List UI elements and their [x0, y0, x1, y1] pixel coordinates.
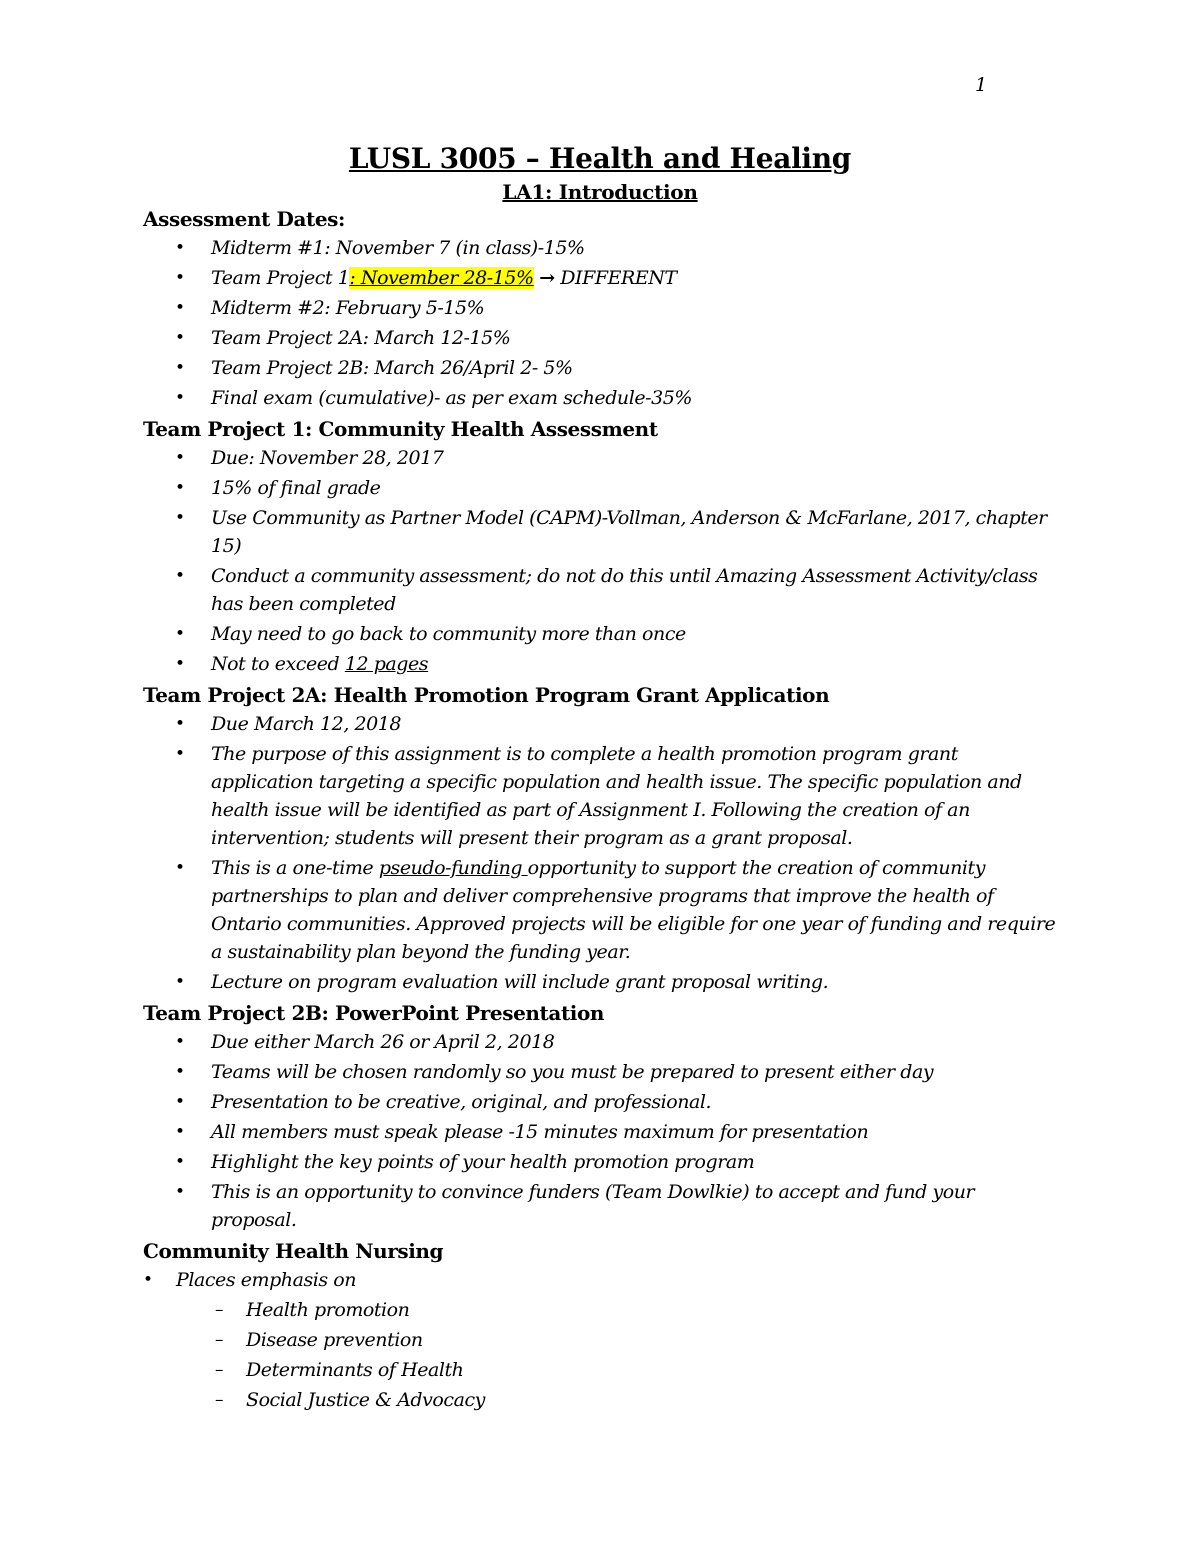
item-text: Midterm #2: February 5-15%: [211, 297, 485, 319]
item-text: opportunity to support the creation of community partnerships to plan and deliver comprehensive programs that improve the health of Ontario communities. Approved projects will be eligible for one year of funding and require a sustainability plan beyond the funding year.: [211, 857, 1056, 963]
tp2a-list: [143, 710, 1063, 996]
sub-list-item: [143, 1326, 1063, 1354]
list-item: [143, 1178, 1063, 1234]
assessment-heading: Assessment Dates:: [143, 207, 346, 231]
item-text: Team Project 2A: March 12-15%: [211, 327, 511, 349]
bullet-icon: •: [175, 328, 185, 348]
list-item: [143, 504, 1063, 560]
document-body: [143, 204, 1063, 1416]
item-text: All members must speak please -15 minutes maximum for presentation: [211, 1121, 869, 1143]
chn-list: [143, 1266, 1063, 1414]
list-item: [143, 324, 1063, 352]
bullet-icon: •: [175, 714, 185, 734]
item-text: This is a one-time: [211, 857, 379, 879]
item-text: Team Project 2B: March 26/April 2- 5%: [211, 357, 573, 379]
item-text: Health promotion: [246, 1299, 410, 1321]
bullet-icon: •: [175, 1152, 185, 1172]
item-text: Not to exceed: [211, 653, 345, 675]
bullet-icon: •: [175, 298, 185, 318]
list-item: [143, 1148, 1063, 1176]
page-number: 1: [975, 74, 988, 96]
right-arrow-icon: →: [539, 267, 555, 289]
sub-list-item: [143, 1296, 1063, 1324]
item-text: Social Justice & Advocacy: [246, 1389, 485, 1411]
bullet-icon: •: [175, 508, 185, 528]
item-text: May need to go back to community more than once: [211, 623, 686, 645]
document-title: LUSL 3005 – Health and Healing: [348, 142, 852, 175]
bullet-icon: •: [175, 1062, 185, 1082]
item-text: Due March 12, 2018: [211, 713, 402, 735]
bullet-icon: •: [175, 744, 185, 764]
list-item: [143, 354, 1063, 382]
list-item: [143, 384, 1063, 412]
item-text: Conduct a community assessment; do not do this until Amazing Assessment Activity/class has been completed: [211, 565, 1038, 615]
bullet-icon: •: [175, 566, 185, 586]
bullet-icon: •: [175, 478, 185, 498]
dash-icon: –: [215, 1360, 224, 1380]
pseudo-funding-term: pseudo-funding: [378, 857, 528, 879]
list-item: [143, 620, 1063, 648]
item-text: 15% of final grade: [211, 477, 381, 499]
tp1-suffix: DIFFERENT: [554, 267, 677, 289]
list-item: [143, 854, 1063, 966]
list-item: [143, 1088, 1063, 1116]
document-subtitle: LA1: Introduction: [502, 180, 698, 204]
tp2b-list: [143, 1028, 1063, 1234]
item-text: Due either March 26 or April 2, 2018: [211, 1031, 555, 1053]
dash-icon: –: [215, 1330, 224, 1350]
item-text: Midterm #1: November 7 (in class)-15%: [211, 237, 585, 259]
list-item: [143, 562, 1063, 618]
item-text: Places emphasis on: [176, 1269, 357, 1291]
assessment-list: [143, 234, 1063, 412]
bullet-icon: •: [175, 858, 185, 878]
item-text: This is an opportunity to convince funders (Team Dowlkie) to accept and fund your proposal.: [211, 1181, 975, 1231]
item-text: Determinants of Health: [246, 1359, 464, 1381]
sub-list-item: [143, 1356, 1063, 1384]
dash-icon: –: [215, 1390, 224, 1410]
tp2a-heading: Team Project 2A: Health Promotion Program Grant Application: [143, 683, 830, 707]
tp1-prefix: Team Project 1: [211, 267, 350, 289]
list-item: [143, 1118, 1063, 1146]
tp2b-heading: Team Project 2B: PowerPoint Presentation: [143, 1001, 605, 1025]
tp1-list: [143, 444, 1063, 678]
list-item: [143, 444, 1063, 472]
list-item: [143, 740, 1063, 852]
bullet-icon: •: [175, 1122, 185, 1142]
item-text: Due: November 28, 2017: [211, 447, 444, 469]
bullet-icon: •: [175, 358, 185, 378]
item-text: Teams will be chosen randomly so you must be prepared to present either day: [211, 1061, 934, 1083]
item-text: Highlight the key points of your health promotion program: [211, 1151, 755, 1173]
list-item: [143, 1058, 1063, 1086]
tp1-heading: Team Project 1: Community Health Assessment: [143, 417, 658, 441]
list-item: [143, 650, 1063, 678]
list-item: [143, 234, 1063, 262]
bullet-icon: •: [175, 1032, 185, 1052]
bullet-icon: •: [175, 448, 185, 468]
bullet-icon: •: [143, 1270, 153, 1290]
bullet-icon: •: [175, 238, 185, 258]
list-item: [143, 294, 1063, 322]
page-limit: 12 pages: [344, 653, 429, 675]
bullet-icon: •: [175, 972, 185, 992]
sub-list-item: [143, 1386, 1063, 1414]
bullet-icon: •: [175, 388, 185, 408]
bullet-icon: •: [175, 268, 185, 288]
item-text: Use Community as Partner Model (CAPM)-Vollman, Anderson & McFarlane, 2017, chapter 15): [211, 507, 1047, 557]
item-text: The purpose of this assignment is to complete a health promotion program grant application targeting a specific population and health issue. The specific population and health issue will be identified as part of Assignment I. Following the creation of an intervention; students will present their program as a grant proposal.: [211, 743, 1022, 849]
item-text: Final exam (cumulative)- as per exam schedule-35%: [211, 387, 692, 409]
item-text: Presentation to be creative, original, and professional.: [211, 1091, 712, 1113]
item-text: Disease prevention: [246, 1329, 423, 1351]
list-item: [143, 1028, 1063, 1056]
list-item: [143, 710, 1063, 738]
list-item: [143, 1266, 1063, 1294]
bullet-icon: •: [175, 1092, 185, 1112]
dash-icon: –: [215, 1300, 224, 1320]
list-item: [143, 968, 1063, 996]
item-text: Lecture on program evaluation will include grant proposal writing.: [211, 971, 829, 993]
bullet-icon: •: [175, 624, 185, 644]
list-item: [143, 264, 1063, 292]
list-item: [143, 474, 1063, 502]
bullet-icon: •: [175, 1182, 185, 1202]
chn-heading: Community Health Nursing: [143, 1239, 444, 1263]
bullet-icon: •: [175, 654, 185, 674]
tp1-highlight: : November 28-15%: [349, 267, 534, 289]
